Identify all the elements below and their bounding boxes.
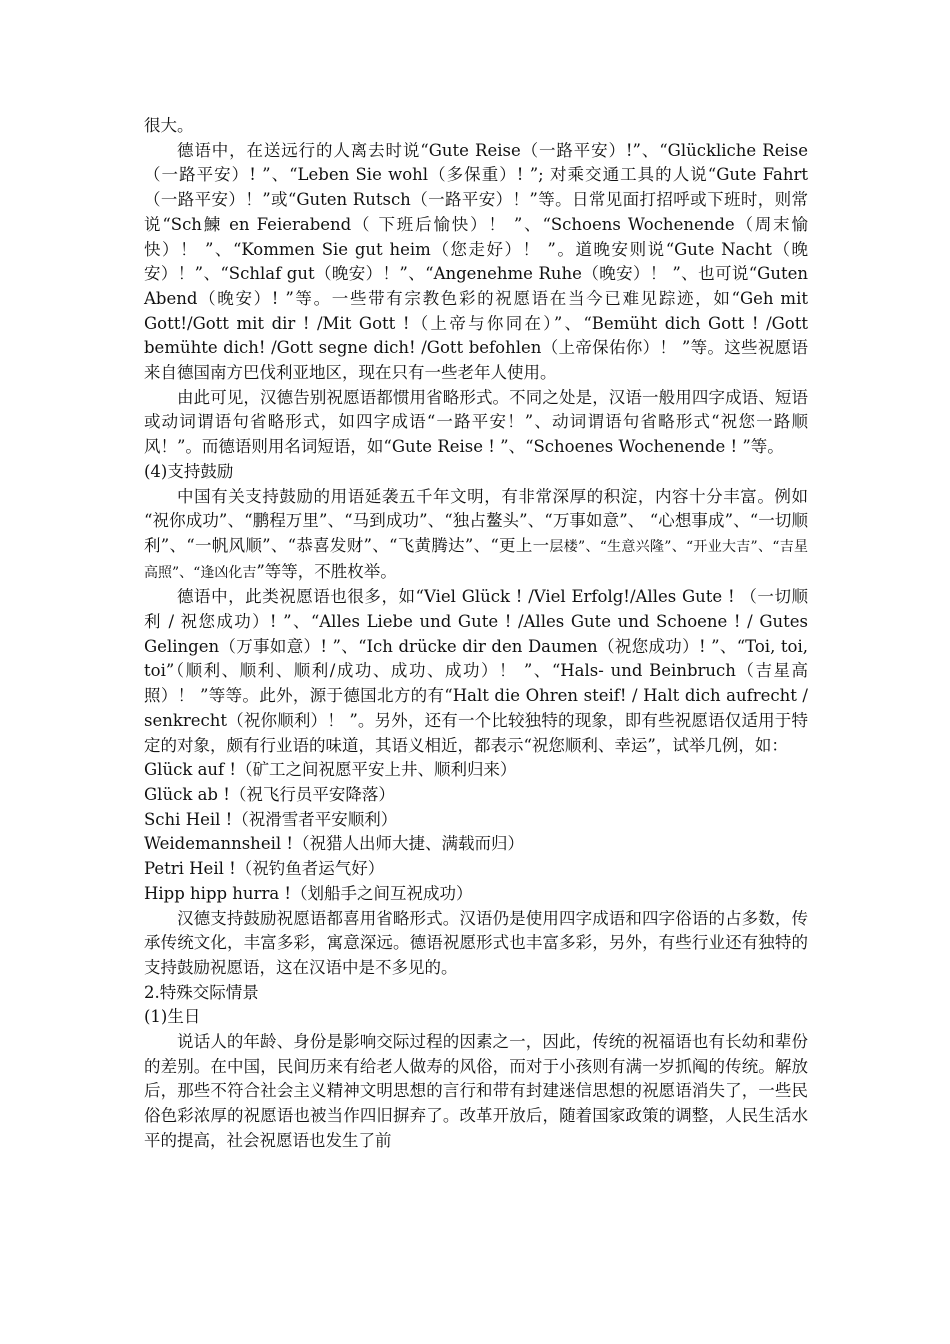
example-line: Weidemannsheil !（祝猎人出师大捷、满载而归） [144,834,525,854]
paragraph: 汉德支持鼓励祝愿语都喜用省略形式。汉语仍是使用四字成语和四字俗语的占多数，传承传统文化，丰富多彩，寓意深远。德语祝愿形式也丰富多彩，另外，有些行业还有独特的支持鼓励祝愿语，这在汉语中是不多见的。 [144,908,808,977]
example-line: Glück ab !（祝飞行员平安降落） [144,784,395,804]
example-line: Glück auf !（矿工之间祝愿平安上井、顺利归来） [144,760,517,780]
paragraph: 由此可见，汉德告别祝愿语都惯用省略形式。不同之处是，汉语一般用四字成语、短语或动词谓语句省略形式，如四字成语“一路平安！”、动词谓语句省略形式“祝您一路顺风！”。而德语则用名词短语，如“Gute Reise ! ”、“Schoenes Wochenende ! ”等。 [144,387,808,457]
paragraph-text-small: 层楼”、“生意兴隆”、“开业大吉”、“吉星高照”、“逢凶化吉 [144,538,808,581]
paragraph-text: 中国有关支持鼓励的用语延袭五千年文明，有非常深厚的积淀，内容十分丰富。例如 “祝你成功”、“鹏程万里”、“马到成功”、“独占鳌头”、“万事如意”、 “心想事成”、“一切顺利”、“一帆风顺”、“恭喜发财”、“飞黄腾达”、“更上一 [144,486,808,555]
paragraph-text: ”等等，不胜枚举。 [256,561,397,581]
example-line: Hipp hipp hurra !（划船手之间互祝成功） [144,883,473,903]
subsection-heading: (1)生日 [144,1007,201,1027]
paragraph: 很大。 [144,116,194,135]
section-heading: 2.特殊交际情景 [144,982,259,1002]
section-heading: (4)支持鼓励 [144,461,234,481]
paragraph: 说话人的年龄、身份是影响交际过程的因素之一，因此，传统的祝福语也有长幼和辈份的差别。在中国，民间历来有给老人做寿的风俗，而对于小孩则有满一岁抓阄的传统。解放后，那些不符合社会主义精神文明思想的言行和带有封建迷信思想的祝愿语消失了，一些民俗色彩浓厚的祝愿语也被当作四旧摒弃了。改革开放后，随着国家政策的调整，人民生活水平的提高，社会祝愿语也发生了前 [144,1032,808,1150]
paragraph [144,485,808,586]
paragraph: 德语中，此类祝愿语也很多，如“Viel Glück ! /Viel Erfolg!/Alles Gute ! （一切顺利 / 祝您成功）! ”、“Alles Liebe und Gute ! /Alles Gute und Schoene ! / Gutes Gelingen（万事如意）! ”、“Ich drücke dir den Daumen（祝您成功）! ”、“Toi, toi, toi”（顺利、顺利、顺利/成功、成功、成功）！ ”、“Hals- und Beinbruch（吉星高照）！ ”等等。此外，源于德国北方的有“Halt die Ohren steif! / Halt dich aufrecht / senkrecht（祝你顺利）！ ”。另外，还有一个比较独特的现象，即有些祝愿语仅适用于特定的对象，颇有行业语的味道，其语义相近，都表示“祝您顺利、幸运”，试举几例，如： [144,587,808,755]
paragraph: 德语中，在送远行的人离去时说“Gute Reise（一路平安）!”、“Glückliche Reise（一路平安）! ”、“Leben Sie wohl（多保重）! ”; 对乘交通工具的人说“Gute Fahrt（一路平安）！”或“Guten Rutsch（一路平安）！”等。日常见面打招呼或下班时，则常说“Sch鰊 en Feierabend（ 下班后愉快）！ ”、“Schoens Wochenende（周末愉快）！ ”、“Kommen Sie gut heim（您走好）！ ”。道晚安则说“Gute Nacht（晚安）！”、“Schlaf gut（晚安）！”、“Angenehme Ruhe（晚安）！ ”、也可说“Guten Abend（晚安）! ”等。一些带有宗教色彩的祝愿语在当今已难见踪迹，如“Geh mit Gott!/Gott mit dir ! /Mit Gott !（上帝与你同在）”、“Bemüht dich Gott ! /Gott bemühte dich! /Gott segne dich! /Gott befohlen（上帝保佑你）！ ”等。这些祝愿语来自德国南方巴伐利亚地区，现在只有一些老年人使用。 [144,140,808,383]
example-line: Schi Heil !（祝滑雪者平安顺利） [144,809,398,829]
example-line: Petri Heil !（祝钓鱼者运气好） [144,859,385,879]
document-page [144,114,808,1154]
